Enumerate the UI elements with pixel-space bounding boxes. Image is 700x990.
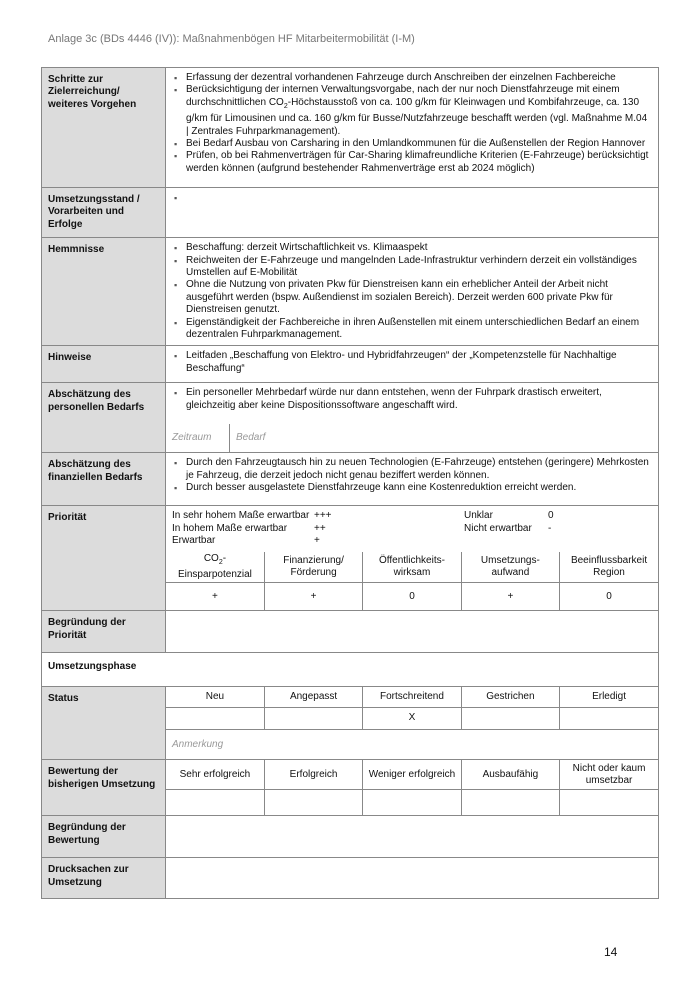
phase-title: Umsetzungsphase bbox=[42, 653, 659, 687]
criterion-oeffentlichkeit: Öffentlichkeits- wirksam bbox=[363, 552, 461, 582]
criterion-beeinflussbarkeit: Beeinflussbarkeit Region bbox=[560, 552, 658, 582]
label-finanziell: Abschätzung des finanziellen Bedarfs bbox=[42, 453, 166, 506]
bullet-item: ▪ Berücksichtigung der internen Verwaltungsvorgabe, nach der nur noch Dienstfahrzeuge mit einem durchschnittlichen $CO_2$-Höchstausstoß von ca. 100 g/km für Kleinwagen und Kombifahrzeuge, ca. 130 g/km für Limousinen und ca. 160 g/km für Busse/Nutzfahrzeuge beschafft werden (vgl. Maßnahme M.04 | Zentrales Fuhrparkmanagement). bbox=[172, 84, 652, 138]
bullet-item: ▪ Reichweiten der E-Fahrzeuge und mangelnden Lade-Infrastruktur verhindern derzeit ein vollständiges Umstellen auf E-Mobilität bbox=[172, 255, 652, 280]
bullet-item: ▪ Leitfaden „Beschaffung von Elektro- und Hybridfahrzeugen“ der „Kompetenzstelle für Nachhaltige Beschaffung“ bbox=[172, 350, 652, 375]
bullet-item: ▪ Ohne die Nutzung von privaten Pkw für Dienstreisen kann ein erheblicher Anteil der Arbeit nicht ausgeführt werden (bspw. Außendienst im sozialen Bereich). Derzeit werden 600 private Pkw für Dienstreisen genutzt. bbox=[172, 279, 652, 316]
status-option-neu: Neu bbox=[166, 687, 264, 707]
rating-mark[interactable] bbox=[166, 789, 264, 815]
rating-mark[interactable] bbox=[461, 789, 559, 815]
begruendung-bew-field[interactable] bbox=[166, 816, 659, 858]
label-begruendung-prio: Begründung der Priorität bbox=[42, 611, 166, 653]
bullet-item: ▪ Bei Bedarf Ausbau von Carsharing in den Umlandkommunen für die Außenstellen der Region Hannover bbox=[172, 138, 652, 150]
page-number: 14 bbox=[604, 945, 618, 959]
priority-legend: In sehr hohem Maße erwartbar In hohem Maße erwartbar Erwartbar +++ ++ + Unklar Nicht erwartbar 0 - bbox=[172, 510, 554, 547]
criterion-finanzierung: Finanzierung/ Förderung bbox=[264, 552, 362, 582]
rating-weniger-erfolgreich: Weniger erfolgreich bbox=[363, 760, 461, 789]
value-finanzierung: + bbox=[264, 582, 362, 610]
label-drucksachen: Drucksachen zur Umsetzung bbox=[42, 858, 166, 899]
value-oeffentlichkeit: 0 bbox=[363, 582, 461, 610]
bullet-item: ▪ Durch den Fahrzeugtausch hin zu neuen Technologien (E-Fahrzeuge) entstehen (geringere) Mehrkosten je Fahrzeug, die derzeit jedoch nicht genau beziffert werden können. bbox=[172, 457, 652, 482]
rating-ausbaufaehig: Ausbaufähig bbox=[461, 760, 559, 789]
status-option-angepasst: Angepasst bbox=[264, 687, 362, 707]
list-personell bbox=[172, 387, 652, 412]
status-mark-angepasst[interactable] bbox=[264, 707, 362, 729]
label-prioritaet: Priorität bbox=[42, 506, 166, 611]
list-hemmnisse bbox=[172, 242, 652, 341]
label-status: Status bbox=[42, 687, 166, 760]
list-finanziell bbox=[172, 457, 652, 494]
bullet-item: ▪ Ein personeller Mehrbedarf würde nur dann entstehen, wenn der Fuhrpark drastisch erweitert, gleichzeitig aber keine Dispositionssoftware angeschafft wird. bbox=[172, 387, 652, 412]
value-aufwand: + bbox=[461, 582, 559, 610]
begruendung-prio-field[interactable] bbox=[166, 611, 659, 653]
rating-mark[interactable] bbox=[363, 789, 461, 815]
bullet-item: ▪ Durch besser ausgelastete Dienstfahrzeuge kann eine Kostenreduktion erreicht werden. bbox=[172, 482, 652, 494]
label-schritte: Schritte zur Zielerreichung/ weiteres Vorgehen bbox=[42, 68, 166, 188]
label-bewertung: Bewertung der bisherigen Umsetzung bbox=[42, 760, 166, 816]
list-schritte bbox=[172, 72, 652, 175]
drucksachen-field[interactable] bbox=[166, 858, 659, 899]
zeitraum-field[interactable]: Zeitraum bbox=[166, 424, 230, 452]
status-mark-neu[interactable] bbox=[166, 707, 264, 729]
status-option-fortschreitend: Fortschreitend bbox=[363, 687, 461, 707]
rating-mark[interactable] bbox=[264, 789, 362, 815]
label-umsetzungsstand: Umsetzungsstand / Vorarbeiten und Erfolge bbox=[42, 188, 166, 238]
bullet-item: ▪ Prüfen, ob bei Rahmenverträgen für Car-Sharing klimafreundliche Kriterien (E-Fahrzeuge) berücksichtigt werden können (aufgrund bestehender Rahmenverträge erst ab 2024 möglich) bbox=[172, 150, 652, 175]
status-mark-gestrichen[interactable] bbox=[461, 707, 559, 729]
value-co2: + bbox=[166, 582, 264, 610]
criterion-aufwand: Umsetzungs- aufwand bbox=[461, 552, 559, 582]
criterion-co2: $CO_2$-Einsparpotenzial bbox=[166, 552, 264, 582]
page-header: Anlage 3c (BDs 4446 (IV)): Maßnahmenbögen HF Mitarbeitermobilität (I-M) bbox=[48, 33, 415, 45]
bullet-item: ▪ Erfassung der dezentral vorhandenen Fahrzeuge durch Anschreiben der einzelnen Fachbereiche bbox=[172, 72, 652, 84]
status-mark-fortschreitend[interactable]: X bbox=[363, 707, 461, 729]
status-mark-erledigt[interactable] bbox=[560, 707, 658, 729]
label-begruendung-bew: Begründung der Bewertung bbox=[42, 816, 166, 858]
label-hemmnisse: Hemmnisse bbox=[42, 238, 166, 346]
bullet-item: ▪ Eigenständigkeit der Fachbereiche in ihren Außenstellen mit einem unterschiedlichen Bedarf an einem dezentralen Fuhrparkmanagement. bbox=[172, 317, 652, 342]
empty-bullet bbox=[172, 192, 652, 204]
label-personell: Abschätzung des personellen Bedarfs bbox=[42, 383, 166, 453]
value-beeinflussbarkeit: 0 bbox=[560, 582, 658, 610]
rating-erfolgreich: Erfolgreich bbox=[264, 760, 362, 789]
label-hinweise: Hinweise bbox=[42, 346, 166, 383]
rating-nicht-umsetzbar: Nicht oder kaum umsetzbar bbox=[560, 760, 658, 789]
anmerkung-field[interactable]: Anmerkung bbox=[166, 729, 658, 759]
bedarf-field[interactable]: Bedarf bbox=[230, 424, 659, 452]
rating-sehr-erfolgreich: Sehr erfolgreich bbox=[166, 760, 264, 789]
status-option-gestrichen: Gestrichen bbox=[461, 687, 559, 707]
measure-table bbox=[41, 67, 659, 899]
rating-mark[interactable] bbox=[560, 789, 658, 815]
status-option-erledigt: Erledigt bbox=[560, 687, 658, 707]
bullet-item: ▪ Beschaffung: derzeit Wirtschaftlichkeit vs. Klimaaspekt bbox=[172, 242, 652, 254]
list-hinweise bbox=[172, 350, 652, 375]
